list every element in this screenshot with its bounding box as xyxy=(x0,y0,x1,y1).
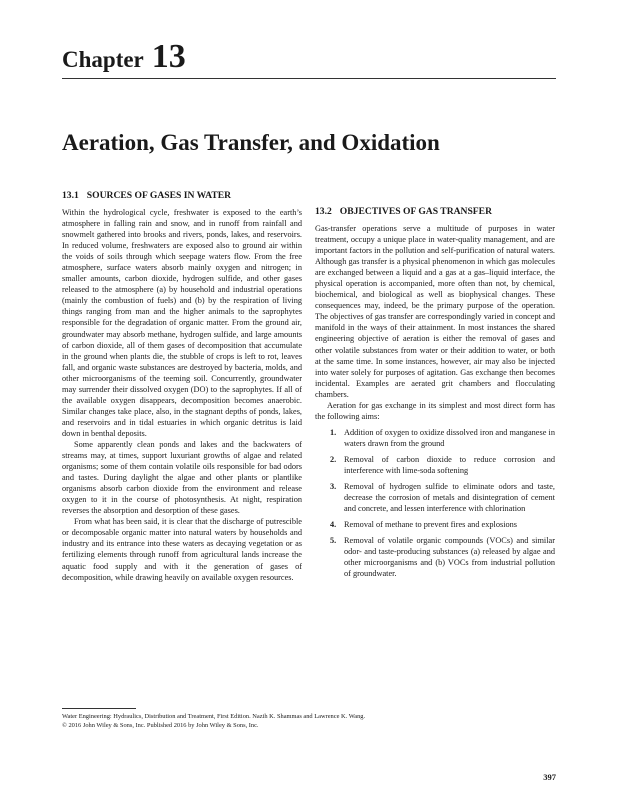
list-item xyxy=(315,481,555,514)
list-number: 2. xyxy=(330,454,337,464)
paragraph: From what has been said, it is clear that the discharge of putrescible or decomposable organic matter into natural waters by households and industry and its entrance into these waters as decaying vegetation or as fertilizing elements through runoff from agricultural lands increase the aquatic food supply and with it the generation of gases of decomposition, while drawing heavily on available oxygen resources. xyxy=(62,517,302,582)
section-heading xyxy=(315,206,555,218)
page-number: 397 xyxy=(543,772,556,782)
chapter-heading xyxy=(62,38,186,76)
right-column xyxy=(315,190,555,584)
copyright-footnote xyxy=(62,712,556,730)
chapter-title: Aeration, Gas Transfer, and Oxidation xyxy=(62,130,440,155)
chapter-divider xyxy=(62,78,556,79)
section-title: OBJECTIVES OF GAS TRANSFER xyxy=(339,206,492,217)
list-text: Removal of hydrogen sulfide to eliminate odors and taste, decrease the corrosion of metals and disintegration of cement and concrete, and lessen interference with chlorination xyxy=(344,482,555,514)
paragraph: Aeration for gas exchange in its simplest and most direct form has the following aims: xyxy=(315,400,555,421)
list-item xyxy=(315,454,555,476)
list-text: Removal of volatile organic compounds (VOCs) and similar odor- and taste-producing substances (a) released by algae and other microorganisms and (b) VOCs from industrial pollution of groundwater. xyxy=(344,536,555,579)
chapter-number: 13 xyxy=(151,38,186,75)
list-item xyxy=(315,519,555,530)
chapter-label: Chapter xyxy=(62,47,144,72)
paragraph: Some apparently clean ponds and lakes and the backwaters of streams may, at times, support luxuriant growths of algae and related organisms; some of them contain volatile oils responsible for bad odors and tastes. During daylight the algae and other plants or plantlike organisms absorb carbon dioxide from the environment and release oxygen to it in the course of photosynthesis. At night, respiration reverses the absorption and desorption of these gases. xyxy=(62,439,302,516)
paragraph: Gas-transfer operations serve a multitude of purposes in water treatment, occupy a unique place in water-quality management, and are important factors in the pollution and self-purification of natural waters. Although gas transfer is a physical phenomenon in which gas molecules are exchanged between a liquid and a gas at a gas–liquid interface, the physical operation is accompanied, more often than not, by chemical, biochemical, and biological as well as biophysical changes. These consequences may, indeed, be the primary purpose of the operation. The objectives of gas transfer are correspondingly varied in concept and manifold in the ways of their attainment. In most instances the shared engineering objective of aeration is either the removal of gases and other volatile substances from water or their addition to water, or both at the same time. In some instances, however, air may also be injected into water solely for purposes of agitation. Gas exchange then becomes incidental. Examples are aerated grit chambers and flocculating chambers. xyxy=(315,224,555,399)
list-text: Removal of carbon dioxide to reduce corrosion and interference with lime-soda softening xyxy=(344,454,555,475)
aims-list xyxy=(315,427,555,580)
section-heading xyxy=(62,190,302,202)
list-item xyxy=(315,535,555,579)
footnote-copyright: © 2016 John Wiley & Sons, Inc. Published 2016 by John Wiley & Sons, Inc. xyxy=(62,722,259,729)
list-number: 5. xyxy=(330,536,337,546)
section-number: 13.1 xyxy=(62,190,79,201)
left-column xyxy=(62,190,302,583)
list-number: 4. xyxy=(330,520,337,530)
list-number: 3. xyxy=(330,482,337,492)
list-text: Addition of oxygen to oxidize dissolved iron and manganese in waters drawn from the ground xyxy=(344,427,555,448)
footnote-citation: Water Engineering: Hydraulics, Distribution and Treatment, First Edition. Nazih K. Shammas and Lawrence K. Wang. xyxy=(62,713,366,720)
list-number: 1. xyxy=(330,427,337,437)
section-title: SOURCES OF GASES IN WATER xyxy=(86,190,232,201)
footnote-divider xyxy=(62,708,136,709)
list-text: Removal of methane to prevent fires and explosions xyxy=(344,520,518,530)
list-item xyxy=(315,427,555,449)
section-number: 13.2 xyxy=(315,206,332,217)
paragraph: Within the hydrological cycle, freshwater is exposed to the earth’s atmosphere in falling rain and snow, and in runoff from rainfall and snowmelt gathered into brooks and rivers, ponds, lakes, and reservoirs. In reduced volume, freshwaters are exposed also to ground air within the voids of soils through which seepage waters flow. From the free atmosphere, surface waters absorb mainly oxygen and nitrogen; in smaller amounts, carbon dioxide, hydrogen sulfide, and other gases released to the atmosphere (a) by household and industrial operations (mainly the combustion of fuels) and (b) by the respiration of living things ranging from man and the higher animals to the saprophytes responsible for the degradation of organic matter. From the ground air, groundwater may absorb methane, hydrogen sulfide, and large amounts of carbon dioxide, all of them gases of decomposition that accumulate in the ground when plants die, the stubble of crops is left to rot, leaves fall, and organic waste substances are destroyed by bacteria, molds, and other microorganisms of the teeming soil. Concurrently, groundwater may surrender their dissolved oxygen (DO) to the saprophytes. If all of the available oxygen disappears, decomposition becomes anaerobic. Similar changes take place, also, in the stagnant depths of ponds, lakes, and reservoirs and in tidal estuaries in which organic detritus is laid down in benthal deposits. xyxy=(62,208,302,438)
